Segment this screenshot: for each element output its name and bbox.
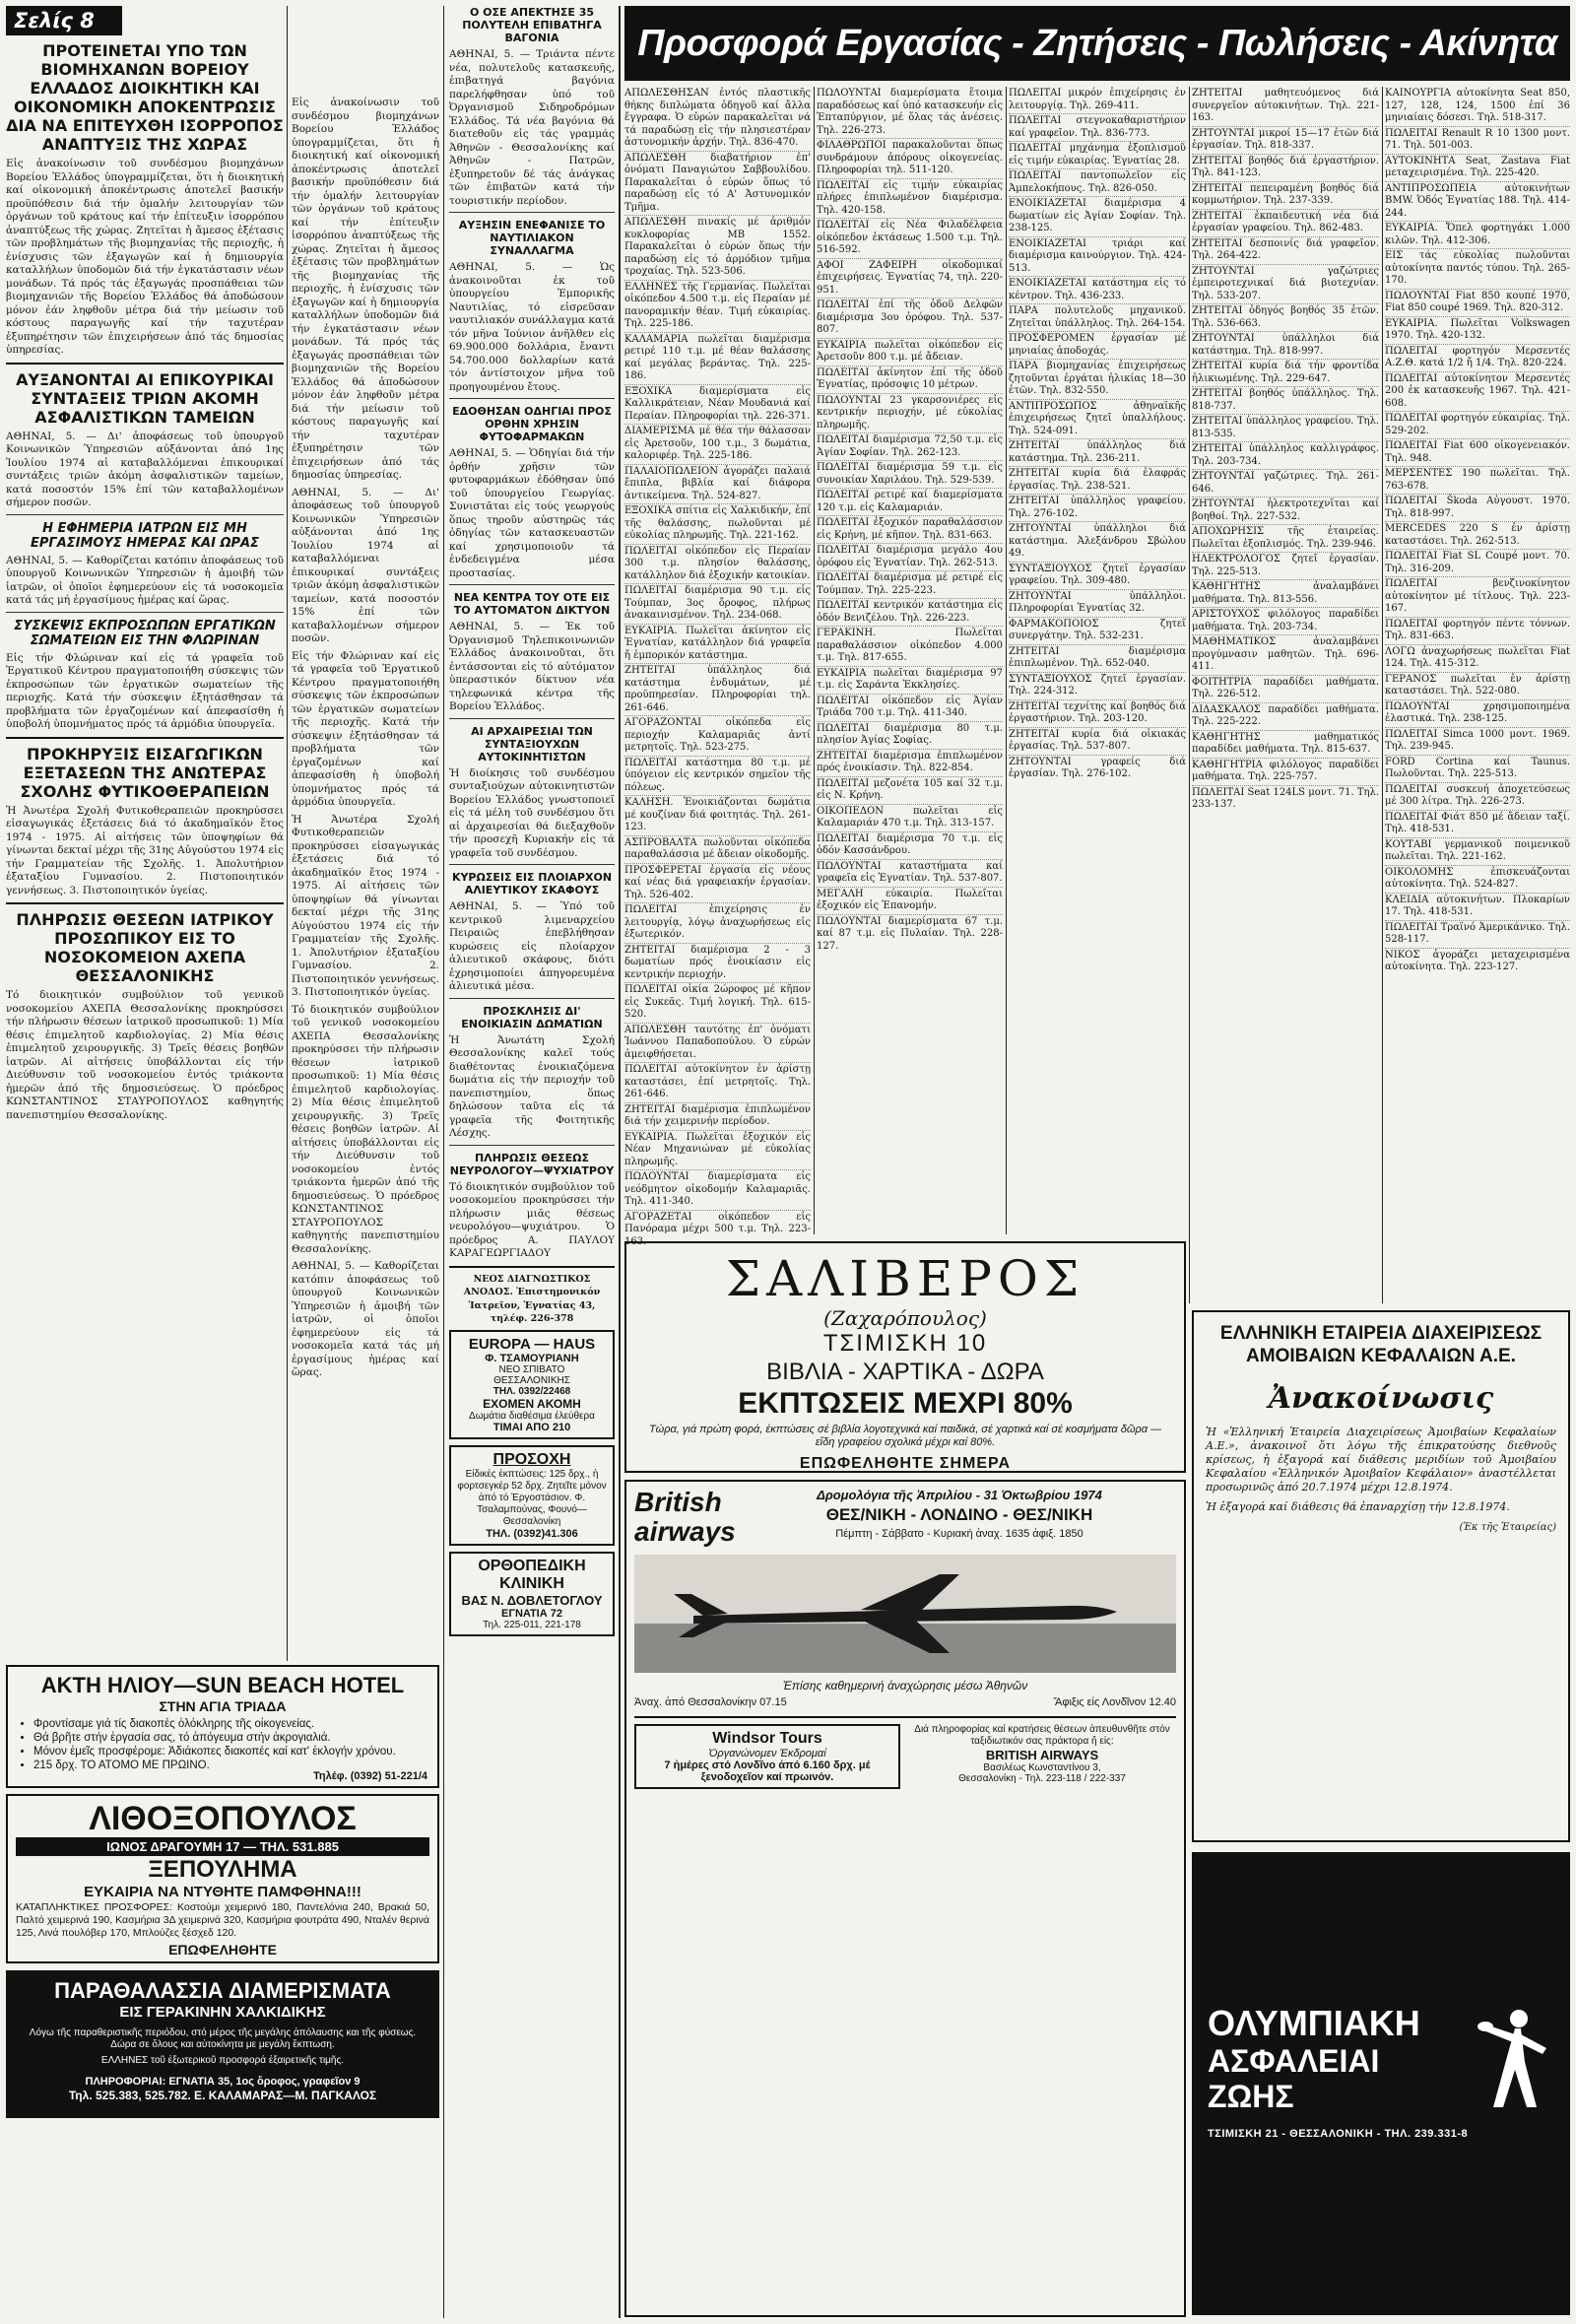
column-rule bbox=[1189, 87, 1190, 1303]
lithoxopoulos-subtagline: ΕΥΚΑΙΡΙΑ ΝΑ ΝΤΥΘΗΤΕ ΠΑΜΦΘΗΝΑ!!! bbox=[84, 1884, 361, 1900]
divider bbox=[449, 864, 615, 865]
clinic-notice: ΝΕΟΣ ΔΙΑΓΝΩΣΤΙΚΟΣ ΑΝΟΔΟΣ. Ἐπιστημονικόν Ἰατρεῖον, Ἐγνατίας 43, τηλέφ. 226-378 bbox=[463, 1273, 601, 1324]
paralia-text-2: ΕΛΛΗΝΕΣ τοῦ ἐξωτερικοῦ προσφορά ἐξαιρετικῆς τιμῆς. bbox=[100, 2055, 345, 2066]
europa-price: ΤΙΜΑΙ ΑΠΟ 210 bbox=[492, 1421, 571, 1433]
classified-ad: ΑΡΙΣΤΟΥΧΟΣ φιλόλογος παραδίδει μαθήματα. Τηλ. 203-734. bbox=[1192, 608, 1379, 635]
ba-arrival: Ἄφιξις εἰς Λονδῖνον 12.40 bbox=[1053, 1696, 1176, 1708]
column-2 bbox=[292, 6, 439, 1661]
article-body: Ἡ Ἀνωτάτη Σχολή Θεσσαλονίκης καλεῖ τούς διαθέτοντας ἐνοικιαζόμενα δωμάτια εἰς τήν περιοχήν τοῦ πανεπιστημίου, ὅπως δηλώσουν ταῦτα εἰς τά γραφεῖα τῆς Φοιτητικῆς Λέσχης. bbox=[449, 1033, 615, 1139]
classifieds-col-e bbox=[1385, 87, 1570, 1303]
classified-ad: ΕΥΚΑΙΡΙΑ πωλεῖται οἰκόπεδον εἰς Ἀρετσοῦν 800 τ.μ. μέ ἄδειαν. bbox=[817, 339, 1003, 366]
classified-ad: ΖΗΤΕΙΤΑΙ πεπειραμένη βοηθός διά κομμωτήριον. Τηλ. 237-339. bbox=[1192, 182, 1379, 210]
prosochi-ad bbox=[449, 1445, 615, 1546]
classified-ad: ΕΥΚΑΙΡΙΑ. Πωλεῖται ἐξοχικόν εἰς Νέαν Μηχανιώναν μέ εὐκολίας πληρωμῆς. bbox=[624, 1131, 811, 1171]
lithoxopoulos-tagline: ΞΕΠΟΥΛΗΜΑ bbox=[148, 1856, 297, 1883]
classified-ad: ΖΗΤΕΙΤΑΙ ὑπάλληλος διά κατάστημα. Τηλ. 236-211. bbox=[1009, 439, 1186, 467]
article-body: Τό διοικητικόν συμβούλιον τοῦ γενικοῦ νοσοκομείου ΑΧΕΠΑ Θεσσαλονίκης προκηρύσσει τήν πλήρωσιν θέσεων ἰατρικοῦ προσωπικοῦ: 1) Μία θέσις ἐπιμελητοῦ καρδιολογίας. 2) Μία θέσις ἐπιμελητοῦ χειρουργικῆς. 3) Τρεῖς θέσεις βοηθῶν ἰατρῶν. Αἱ αἰτήσεις ὑποβάλλονται εἰς τήν Διεύθυνσιν τοῦ νοσοκομείου ἐντός τριάκοντα ἡμερῶν ἀπό τῆς δημοσιεύσεως. Ὁ πρόεδρος ΚΩΝΣΤΑΝΤΙΝΟΣ ΣΤΑΥΡΟΠΟΥΛΟΣ καθηγητής πανεπιστημίου Θεσσαλονίκης. bbox=[6, 989, 284, 1121]
olympiaki-address: ΤΣΙΜΙΣΚΗ 21 - ΘΕΣΣΑΛΟΝΙΚΗ - ΤΗΛ. 239.331-8 bbox=[1208, 2128, 1469, 2140]
ortho-title: ΟΡΘΟΠΕΔΙΚΗ ΚΛΙΝΙΚΗ bbox=[478, 1557, 586, 1592]
europa-line: ΝΕΟ ΣΠΙΒΑΤΟ bbox=[498, 1363, 565, 1375]
article-body: Εἰς τήν Φλώριναν καί εἰς τά γραφεῖα τοῦ Ἐργατικοῦ Κέντρου πραγματοποιήθη σύσκεψις τῶν ἐκπροσώπων τῶν ἐργατικῶν σωματείων τῆς περιοχῆς. Κατά τήν σύσκεψιν ἐξητάσθησαν τά προβλήματα τῶν ἐργαζομένων καί ἀπεφασίσθη ἡ ὑποβολή ὑπομνήματος πρός τά ἁρμόδια ὑπουργεῖα. bbox=[292, 649, 439, 808]
saliveros-footer: ΕΠΩΦΕΛΗΘΗΤΕ ΣΗΜΕΡΑ bbox=[799, 1455, 1012, 1472]
eteria-text: Ἡ «Ἑλληνική Ἑταιρεία Διαχειρίσεως Ἀμοιβαίων Κεφαλαίων Α.Ε.», ἀνακοινοῖ ὅτι λόγω τῆς ἐπικρατούσης διεθνοῦς κρίσεως, ἡ ἐξαγορά καί διάθεσις μεριδίων τοῦ Ἀμοιβαίου Κεφαλαίου «Ἑλληνικόν Ἀμοιβαῖον Κεφάλαιον» ἀναστέλλεται προσωρινῶς ἀπό 20.7.1974 μέχρι 12.8.1974. bbox=[1206, 1426, 1556, 1494]
classified-ad: ΚΛΕΙΔΙΑ αὐτοκινήτων. Πλοκαρίων 17. Τηλ. 418-531. bbox=[1385, 894, 1570, 921]
article-headline: Ο ΟΣΕ ΑΠΕΚΤΗΣΕ 35 ΠΟΛΥΤΕΛΗ ΕΠΙΒΑΤΗΓΑ ΒΑΓΟΝΙΑ bbox=[462, 6, 602, 44]
classified-ad: ΖΗΤΟΥΝΤΑΙ ὑπάλληλοι διά κατάστημα. Ἀλεξάνδρου Σβώλου 49. bbox=[1009, 522, 1186, 563]
article-headline: ΠΛΗΡΩΣΙΣ ΘΕΣΕΩΣ ΝΕΥΡΟΛΟΓΟΥ—ΨΥΧΙΑΤΡΟΥ bbox=[449, 1151, 615, 1177]
divider bbox=[449, 212, 615, 213]
ba-schedule-block bbox=[743, 1488, 1176, 1540]
classified-ad: ΚΑΘΗΓΗΤΗΣ ἀναλαμβάνει μαθήματα. Τηλ. 813-556. bbox=[1192, 580, 1379, 608]
classified-ad: ΚΑΘΗΓΗΤΗΣ μαθηματικός παραδίδει μαθήματα. Τηλ. 815-637. bbox=[1192, 731, 1379, 759]
article-body: ΑΘΗΝΑΙ, 5. — Καθορίζεται κατόπιν ἀποφάσεως τοῦ ὑπουργοῦ Κοινωνικῶν Ὑπηρεσιῶν ἡ ἀμοιβή τῶν ἰατρῶν, οἱ ὁποῖοι ἐφημερεύουν εἰς τά νοσοκομεῖα κατά τάς μή ἐργασίμους ἡμέρας καί ὥρας. bbox=[6, 554, 284, 606]
article-body: Εἰς ἀνακοίνωσιν τοῦ συνδέσμου βιομηχάνων Βορείου Ἑλλάδος ὑπογραμμίζεται, ὅτι ἡ διοικητική καί οἰκονομική ἀποκέντρωσις ἀποτελεῖ βασικήν προϋπόθεσιν διά τήν ὁμαλήν λειτουργίαν τῶν ὀργάνων τοῦ κράτους καί τήν ἐπίτευξιν ἰσορρόπου ἀναπτύξεως τῆς χώρας. Ζητεῖται ἡ ἄμεσος ἐξέτασις τῶν προβλημάτων τῆς βιομηχανίας τῆς περιοχῆς, ἡ ἐνίσχυσις τῶν ἐξαγωγῶν καί ἡ δημιουργία καταλλήλων ὑποδομῶν διά τήν ἐγκατάστασιν νέων μονάδων. Τά πρός τάς ἐξαγωγάς προσπάθειαι τῶν βιομηχανιῶν τῆς Βορείου Ἑλλάδος θά ἀποδώσουν μόνον ἐάν ληφθοῦν μέτρα διά τήν μείωσιν τοῦ κόστους παραγωγῆς καί τήν ταχυτέραν ἐξυπηρέτησιν τῶν ἐπιχειρήσεων ἀπό τάς δημοσίας ὑπηρεσίας. bbox=[292, 97, 439, 481]
classified-ad: ΠΩΛΕΙΤΑΙ αὐτοκίνητον ἐν ἀρίστῃ καταστάσει, ἐπί μετρητοῖς. Τηλ. 261-646. bbox=[624, 1063, 811, 1103]
article-body: ΑΘΗΝΑΙ, 5. — Ὁδηγίαι διά τήν ὀρθήν χρῆσιν τῶν φυτοφαρμάκων ἐδόθησαν ὑπό τοῦ ὑπουργείου Γεωργίας. Συνιστᾶται εἰς τούς γεωργούς ὅπως τηροῦν αὐστηρῶς τάς ὁδηγίας τῶν κατασκευαστῶν καί χρησιμοποιοῦν τά ἐνδεδειγμένα μέσα προστασίας. bbox=[449, 447, 615, 579]
windsor-subtitle: Ὀργανώνομεν Ἐκδρομαί bbox=[708, 1748, 826, 1760]
classified-ad: ΑΠΩΛΕΣΘΗ πινακίς μέ ἀριθμόν κυκλοφορίας ΜΒ 1552. Παρακαλεῖται ὁ εὑρών ὅπως τήν παραδώσῃ εἰς τό ἁρμόδιον τμῆμα τροχαίας. Τηλ. 523-506. bbox=[624, 216, 811, 281]
classified-ad: ΠΩΛΕΙΤΑΙ συσκευή ἀποχετεύσεως μέ 300 λίτρα. Τηλ. 226-273. bbox=[1385, 783, 1570, 811]
classified-ad: ΠΩΛΕΙΤΑΙ ἐπί τῆς ὁδοῦ Δελφῶν διαμέρισμα 3ου ὀρόφου. Τηλ. 537-807. bbox=[817, 299, 1003, 339]
classified-ad: ΖΗΤΕΙΤΑΙ βοηθός διά ἐργαστήριον. Τηλ. 841-123. bbox=[1192, 155, 1379, 182]
article-headline: ΕΔΟΘΗΣΑΝ ΟΔΗΓΙΑΙ ΠΡΟΣ ΟΡΘΗΝ ΧΡΗΣΙΝ ΦΥΤΟΦΑΡΜΑΚΩΝ bbox=[452, 405, 612, 443]
lithoxopoulos-offers: ΚΑΤΑΠΛΗΚΤΙΚΕΣ ΠΡΟΣΦΟΡΕΣ: Κοστούμι χειμερινό 180, Παντελόνια 240, Βρακιά 50, Παλτό χειμερινά 190, Κασμήρια 3Δ χειμερινά 320, Κασμήρια φουτράτα 490, Νταλέν θερινά 125, Λινά πουλόβερ 170, Μπλούζες ξέσχεδ 120. bbox=[16, 1901, 429, 1939]
classified-ad: ΖΗΤΕΙΤΑΙ μαθητευόμενος διά συνεργεῖον αὐτοκινήτων. Τηλ. 221-163. bbox=[1192, 87, 1379, 127]
lithoxopoulos-address: ΙΩΝΟΣ ΔΡΑΓΟΥΜΗ 17 — ΤΗΛ. 531.885 bbox=[16, 1837, 429, 1856]
article-headline: ΠΡΟΣΚΛΗΣΙΣ ΔΙ' ΕΝΟΙΚΙΑΣΙΝ ΔΩΜΑΤΙΩΝ bbox=[461, 1004, 603, 1030]
classified-ad: ΠΡΟΣΦΕΡΟΜΕΝ ἐργασίαν μέ μηνιαίας ἀποδοχάς. bbox=[1009, 332, 1186, 360]
saliveros-address: ΤΣΙΜΙΣΚΗ 10 bbox=[822, 1330, 988, 1357]
classified-ad: ΔΙΔΑΣΚΑΛΟΣ παραδίδει μαθήματα. Τηλ. 225-222. bbox=[1192, 703, 1379, 731]
windsor-title: Windsor Tours bbox=[712, 1730, 822, 1747]
classified-ad: ΦΑΡΜΑΚΟΠΟΙΟΣ ζητεῖ συνεργάτην. Τηλ. 532-231. bbox=[1009, 618, 1186, 645]
classified-ad: ΖΗΤΟΥΝΤΑΙ ἡλεκτροτεχνῖται καί βοηθοί. Τηλ. 227-532. bbox=[1192, 498, 1379, 525]
saliveros-ad bbox=[624, 1241, 1186, 1473]
classified-ad: ΑΠΩΛΕΣΘΗ διαβατήριον ἐπ' ὀνόματι Παναγιώτου Σαββουλίδου. Παρακαλεῖται ὁ εὑρών ὅπως τό παραδώσῃ εἰς τό Α' Ἀστυνομικόν Τμῆμα. bbox=[624, 152, 811, 217]
classified-ad: ΕΥΚΑΙΡΙΑ πωλεῖται διαμέρισμα 97 τ.μ. εἰς Σαράντα Ἐκκλησίες. bbox=[817, 667, 1003, 695]
column-rule bbox=[1006, 87, 1007, 1234]
classified-ad: ΑΠΩΛΕΣΘΗΣΑΝ ἐντός πλαστικῆς θήκης διπλώματα ὁδηγοῦ καί ἄλλα ἔγγραφα. Ὁ εὑρών παρακαλεῖται νά τά παραδώσῃ εἰς τήν πλησιεστέραν ἀστυνομικήν ἀρχήν. Τηλ. 836-470. bbox=[624, 87, 811, 152]
classified-ad: ΑΓΟΡΑΖΕΤΑΙ οἰκόπεδον εἰς Πανόραμα μέχρι 500 τ.μ. Τηλ. 223-163. bbox=[624, 1211, 811, 1247]
olympiaki-ad bbox=[1192, 1852, 1570, 2315]
classified-ad: ΗΛΕΚΤΡΟΛΟΓΟΣ ζητεῖ ἐργασίαν. Τηλ. 225-513. bbox=[1192, 553, 1379, 580]
article-body: Εἰς ἀνακοίνωσιν τοῦ συνδέσμου βιομηχάνων Βορείου Ἑλλάδος ὑπογραμμίζεται, ὅτι ἡ διοικητική καί οἰκονομική ἀποκέντρωσις ἀποτελεῖ βασικήν προϋπόθεσιν διά τήν ὁμαλήν λειτουργίαν τῶν ὀργάνων τοῦ κράτους καί τήν ἐπίτευξιν ἰσορρόπου ἀναπτύξεως τῆς χώρας. Ζητεῖται ἡ ἄμεσος ἐξέτασις τῶν προβλημάτων τῆς βιομηχανίας τῆς περιοχῆς, ἡ ἐνίσχυσις τῶν ἐξαγωγῶν καί ἡ δημιουργία καταλλήλων ὑποδομῶν διά τήν ἐγκατάστασιν νέων μονάδων. Τά πρός τάς ἐξαγωγάς προσπάθειαι τῶν βιομηχανιῶν τῆς Βορείου Ἑλλάδος θά ἀποδώσουν μόνον ἐάν ληφθοῦν μέτρα διά τήν μείωσιν τοῦ κόστους παραγωγῆς καί τήν ταχυτέραν ἐξυπηρέτησιν τῶν ἐπιχειρήσεων ἀπό τάς δημοσίας ὑπηρεσίας. bbox=[6, 158, 284, 356]
classified-ad: ΦΟΙΤΗΤΡΙΑ παραδίδει μαθήματα. Τηλ. 226-512. bbox=[1192, 676, 1379, 703]
classified-ad: ΠΩΛΕΙΤΑΙ διαμέρισμα μέ ρετιρέ εἰς Τούμπαν. Τηλ. 225-223. bbox=[817, 571, 1003, 599]
classified-ad: ΠΩΛΕΙΤΑΙ κεντρικόν κατάστημα εἰς ὁδόν Βενιζέλου. Τηλ. 226-223. bbox=[817, 599, 1003, 627]
ortho-address: ΕΓΝΑΤΙΑ 72 bbox=[501, 1607, 562, 1620]
hotel-ad-item: • Θά βρῆτε στήν ἐργασία σας, τό ἀπόγευμα στήν ἀκρογιαλιά. bbox=[33, 1731, 429, 1745]
classified-ad: ΠΩΛΟΥΝΤΑΙ διαμερίσματα ἕτοιμα παραδόσεως καί ὑπό κατασκευήν εἰς Ἐπταπύργιον, μέ ὅλας τάς ἀνέσεις. Τηλ. 226-273. bbox=[817, 87, 1003, 139]
classified-ad: ΑΥΤΟΚΙΝΗΤΑ Seat, Zastava Fiat μεταχειρισμένα. Τηλ. 225-420. bbox=[1385, 155, 1570, 182]
classified-ad: ΠΩΛΕΙΤΑΙ Simca 1000 μοντ. 1969. Τηλ. 239-945. bbox=[1385, 728, 1570, 756]
divider bbox=[449, 1145, 615, 1146]
classified-ad: ΚΑΘΗΓΗΤΡΙΑ φιλόλογος παραδίδει μαθήματα. Τηλ. 225-757. bbox=[1192, 759, 1379, 786]
classified-ad: ΖΗΤΟΥΝΤΑΙ μικροί 15—17 ἐτῶν διά ἐργασίαν. Τηλ. 818-337. bbox=[1192, 127, 1379, 155]
europa-line: ΕΧΟΜΕΝ ΑΚΟΜΗ bbox=[483, 1396, 581, 1411]
ba-headline: Δρομολόγια τῆς Ἀπριλίου - 31 Ὀκτωβρίου 1974 bbox=[817, 1488, 1102, 1502]
classified-ad: ΠΩΛΟΥΝΤΑΙ διαμερίσματα εἰς νεόδμητον οἰκοδομήν Καλαμαριᾶς. Τηλ. 411-340. bbox=[624, 1170, 811, 1211]
ba-footer bbox=[634, 1716, 1176, 1789]
classified-ad: FORD Cortina καί Taunus. Πωλοῦνται. Τηλ. 225-513. bbox=[1385, 756, 1570, 783]
ortho-phone: Τηλ. 225-011, 221-178 bbox=[483, 1619, 581, 1630]
classified-ad: ΠΩΛΕΙΤΑΙ μηχάνημα ἐξοπλισμοῦ εἰς τιμήν εὐκαιρίας. Ἐγνατίας 28. bbox=[1009, 142, 1186, 169]
classified-ad: ΠΑΛΑΙΟΠΩΛΕΙΟΝ ἀγοράζει παλαιά ἔπιπλα, βιβλία καί διάφορα ἀντικείμενα. Τηλ. 524-827. bbox=[624, 465, 811, 505]
classified-ad: ΟΙΚΟΛΟΜΗΣ ἐπισκευάζονται αὐτοκίνητα. Τηλ. 524-827. bbox=[1385, 866, 1570, 894]
article-body: ΑΘΗΝΑΙ, 5. — Καθορίζεται κατόπιν ἀποφάσεως τοῦ ὑπουργοῦ Κοινωνικῶν Ὑπηρεσιῶν ἡ ἀμοιβή τῶν ἰατρῶν, οἱ ὁποῖοι ἐφημερεύουν εἰς τά νοσοκομεῖα κατά τάς μή ἐργασίμους ἡμέρας καί ὥρας. bbox=[292, 1260, 439, 1378]
classified-ad: ΖΗΤΟΥΝΤΑΙ ὑπάλληλοι διά κατάστημα. Τηλ. 818-997. bbox=[1192, 332, 1379, 360]
classified-ad: ΜΑΘΗΜΑΤΙΚΟΣ ἀναλαμβάνει προγύμνασιν μαθητῶν. Τηλ. 696-411. bbox=[1192, 635, 1379, 676]
prosochi-text: Εἰδικές ἐκπτώσεις: 125 δρχ., ἡ φορτσεγκέρ 52 δρχ. Ζητεῖτε μόνον ἀπό τό Ἐργοστάσιον. Φ. Τσαλαμπούνας, Φουνό—Θεσσαλονίκη bbox=[457, 1468, 607, 1527]
orthopedic-clinic-ad bbox=[449, 1552, 615, 1636]
classified-ad: ΕΥΚΑΙΡΙΑ. Ὄπελ φορτηγάκι 1.000 κιλῶν. Τηλ. 412-306. bbox=[1385, 222, 1570, 249]
classified-ad: ΠΩΛΕΙΤΑΙ μικρόν ἐπιχείρησις ἐν λειτουργίᾳ. Τηλ. 269-411. bbox=[1009, 87, 1186, 114]
eteria-announcement bbox=[1192, 1310, 1570, 1842]
windsor-tours-ad bbox=[634, 1724, 900, 1789]
article-headline: Η ΕΦΗΜΕΡΙΑ ΙΑΤΡΩΝ ΕΙΣ ΜΗ ΕΡΓΑΣΙΜΟΥΣ ΗΜΕΡΑΣ ΚΑΙ ΩΡΑΣ bbox=[31, 520, 259, 551]
hotel-ad-title: ΑΚΤΗ ΗΛΙΟΥ—SUN BEACH HOTEL bbox=[40, 1673, 405, 1697]
classified-ad: ΖΗΤΕΙΤΑΙ τεχνίτης καί βοηθός διά ἐργαστήριον. Τηλ. 203-120. bbox=[1009, 700, 1186, 728]
classified-ad: ΠΩΛΕΙΤΑΙ μεζονέτα 105 καί 32 τ.μ. εἰς Ν. Κρήνη. bbox=[817, 777, 1003, 805]
classified-ad: ΖΗΤΕΙΤΑΙ ὑπάλληλος διά κατάστημα ἐνδυμάτων, μέ προϋπηρεσίαν. Πληροφορίαι τηλ. 261-646. bbox=[624, 664, 811, 716]
classified-ad: ΖΗΤΕΙΤΑΙ βοηθός ὑπάλληλος. Τηλ. 818-737. bbox=[1192, 387, 1379, 415]
classified-ad: ΠΩΛΕΙΤΑΙ βενζινοκίνητον αὐτοκίνητον μέ τίτλους. Τηλ. 223-167. bbox=[1385, 577, 1570, 618]
classified-ad: ΠΩΛΕΙΤΑΙ Renault R 10 1300 μοντ. 71. Τηλ. 501-003. bbox=[1385, 127, 1570, 155]
ba-header bbox=[634, 1488, 1176, 1547]
classified-ad: ΠΩΛΕΙΤΑΙ διαμέρισμα 72,50 τ.μ. εἰς Ἀγίαν Σοφίαν. Τηλ. 262-123. bbox=[817, 433, 1003, 461]
classified-ad: ΠΩΛΟΥΝΤΑΙ διαμερίσματα 67 τ.μ. καί 87 τ.μ. εἰς Πυλαίαν. Τηλ. 228-127. bbox=[817, 915, 1003, 952]
ba-daily: Ἐπίσης καθημερινή ἀναχώρησις μέσω Ἀθηνῶν bbox=[782, 1679, 1028, 1693]
paralia-contact: ΠΛΗΡΟΦΟΡΙΑΙ: ΕΓΝΑΤΙΑ 35, 1ος ὄροφος, γραφεῖον 9 bbox=[85, 2076, 361, 2088]
classified-ad: ΚΑΙΝΟΥΡΓΙΑ αὐτοκίνητα Seat 850, 127, 128, 124, 1500 ἐπί 36 μηνιαίαις δόσεσι. Τηλ. 518-317. bbox=[1385, 87, 1570, 127]
classified-ad: ΠΩΛΕΙΤΑΙ Škoda Αὐγουστ. 1970. Τηλ. 818-997. bbox=[1385, 495, 1570, 522]
column-rule bbox=[287, 6, 288, 1661]
article-body: Τό διοικητικόν συμβούλιον τοῦ νοσοκομείου προκηρύσσει τήν πλήρωσιν μιᾶς θέσεως νευρολόγου—ψυχιάτρου. Ὁ πρόεδρος Α. ΠΑΥΛΟΥ ΚΑΡΑΓΕΩΡΓΙΑΔΟΥ bbox=[449, 1180, 615, 1259]
ba-logo-line-1: British bbox=[634, 1487, 722, 1517]
article-headline: ΑΙ ΑΡΧΑΙΡΕΣΙΑΙ ΤΩΝ ΣΥΝΤΑΞΙΟΥΧΩΝ ΑΥΤΟΚΙΝΗΤΙΣΤΩΝ bbox=[471, 724, 593, 764]
eteria-title: ΕΛΛΗΝΙΚΗ ΕΤΑΙΡΕΙΑ ΔΙΑΧΕΙΡΙΣΕΩΣ bbox=[1219, 1323, 1543, 1344]
hotel-ad-list bbox=[16, 1717, 429, 1772]
classified-ad: ΛΟΓΩ ἀναχωρήσεως πωλεῖται Fiat 124. Τηλ. 415-312. bbox=[1385, 645, 1570, 673]
article-body: Ἡ Ἀνωτέρα Σχολή Φυτικοθεραπειῶν προκηρύσσει εἰσαγωγικάς ἐξετάσεις διά τό ἀκαδημαϊκόν ἔτος 1974 - 1975. Αἱ αἰτήσεις τῶν ὑποψηφίων θά γίνωνται δεκταί μέχρι τῆς 31ης Αὐγούστου 1974 εἰς τήν Γραμματείαν τῆς Σχολῆς. 1. Ἀπολυτήριον ἑξαταξίου Γυμνασίου. 2. Πιστοποιητικόν γεννήσεως. 3. Πιστοποιητικόν ὑγείας. bbox=[6, 804, 284, 896]
column-3 bbox=[449, 6, 615, 2318]
classified-ad: ΑΠΩΛΕΣΘΗ ταυτότης ἐπ' ὀνόματι Ἰωάννου Παπαδοπούλου. Ὁ εὑρών ἀμειφθήσεται. bbox=[624, 1024, 811, 1064]
lithoxopoulos-title: ΛΙΘΟΞΟΠΟΥΛΟΣ bbox=[89, 1800, 357, 1837]
classified-ad: ΠΩΛΕΙΤΑΙ Fiat SL Coupé μοντ. 70. Τηλ. 316-209. bbox=[1385, 550, 1570, 577]
classified-ad: ΚΟΥΤΑΒΙ γερμανικοῦ ποιμενικοῦ πωλεῖται. Τηλ. 221-162. bbox=[1385, 838, 1570, 866]
saliveros-text: Τώρα, γιά πρώτη φορά, ἐκπτώσεις σέ βιβλία λογοτεχνικά καί παιδικά, σέ χαρτικά καί σέ κοσμήματα δῶρα — εἴδη γραφείου σχολικά μέχρι καί 80%. bbox=[648, 1424, 1162, 1448]
saliveros-title: ΣΑΛΙΒΕΡΟΣ bbox=[725, 1250, 1085, 1307]
classified-ad: ΕΝΟΙΚΙΑΖΕΤΑΙ τριάρι καί διαμέρισμα καινούργιον. Τηλ. 424-513. bbox=[1009, 237, 1186, 278]
classified-ad: ΠΩΛΕΙΤΑΙ εἰς τιμήν εὐκαιρίας πλήρες ἐπιπλωμένον διαμέρισμα. Τηλ. 420-158. bbox=[817, 179, 1003, 220]
classifieds-col-c bbox=[1009, 87, 1186, 1234]
classified-ad: ΠΩΛΕΙΤΑΙ εἰς Νέα Φιλαδέλφεια οἰκόπεδον ἐκτάσεως 1.500 τ.μ. Τηλ. 516-592. bbox=[817, 219, 1003, 259]
classified-ad: ΦΙΛΑΘΡΩΠΟΙ παρακαλοῦνται ὅπως συνδράμουν ἀπόρους οἰκογενείας. Πληροφορίαι τηλ. 511-120. bbox=[817, 139, 1003, 179]
hotel-ad-item: • 215 δρχ. ΤΟ ΑΤΟΜΟ ΜΕ ΠΡΩΙΝΟ. bbox=[33, 1759, 429, 1772]
classified-ad: ΠΩΛΕΙΤΑΙ ρετιρέ καί διαμερίσματα 120 τ.μ. εἰς Καλαμαριάν. bbox=[817, 489, 1003, 516]
classified-ad: ΠΩΛΕΙΤΑΙ διαμέρισμα 59 τ.μ. εἰς συνοικίαν Χαριλάου. Τηλ. 529-539. bbox=[817, 461, 1003, 489]
classified-ad: ΖΗΤΕΙΤΑΙ διαμέρισμα ἐπιπλωμένον πρός ἐνοικίασιν. Τηλ. 822-854. bbox=[817, 750, 1003, 777]
hotel-ad-item: • Μόνον ἐμεῖς προσφέρομε: Ἀδιάκοπες διακοπές καί κατ' ἐκλογήν χρόνου. bbox=[33, 1745, 429, 1759]
classified-ad: ΠΩΛΕΙΤΑΙ ἀκίνητον ἐπί τῆς ὁδοῦ Ἐγνατίας, πρόσοψις 10 μέτρων. bbox=[817, 366, 1003, 394]
article-body: ΑΘΗΝΑΙ, 5. — Δι' ἀποφάσεως τοῦ ὑπουργοῦ Κοινωνικῶν Ὑπηρεσιῶν αὐξάνονται ἀπό 1ης Ἰουλίου 1974 αἱ καταβαλλόμεναι ἐπικουρικαί συντάξεις τριῶν ἀκόμη ἀσφαλιστικῶν ταμείων, κατά ποσοστόν 15% ἐπί τῶν καταβαλλομένων σήμερον ποσῶν. bbox=[6, 430, 284, 508]
windsor-offer: 7 ἡμέρες στό Λονδῖνο ἀπό 6.160 δρχ. μέ ξενοδοχεῖον καί πρωινόν. bbox=[664, 1760, 871, 1783]
eteria-heading: Ἀνακοίνωσις bbox=[1268, 1381, 1494, 1416]
classified-ad: ΠΑΡΑ πολυτελοῦς μηχανικοῦ. Ζητεῖται ὑπάλληλος. Τηλ. 264-154. bbox=[1009, 304, 1186, 332]
divider bbox=[6, 902, 284, 904]
article-headline: ΑΥΞΗΣΙΝ ΕΝΕΦΑΝΙΣΕ ΤΟ ΝΑΥΤΙΛΙΑΚΟΝ ΣΥΝΑΛΛΑΓΜΑ bbox=[458, 219, 606, 257]
classified-ad: ΠΩΛΕΙΤΑΙ Fiat 600 οἰκογενειακόν. Τηλ. 948. bbox=[1385, 439, 1570, 467]
classified-ad: ΜΕΡΣΕΝΤΕΣ 190 πωλεῖται. Τηλ. 763-678. bbox=[1385, 467, 1570, 495]
ba-departure: Ἀναχ. ἀπό Θεσσαλονίκην 07.15 bbox=[634, 1696, 787, 1708]
classified-ad: ΕΝΟΙΚΙΑΖΕΤΑΙ κατάστημα εἰς τό κέντρον. Τηλ. 436-233. bbox=[1009, 277, 1186, 304]
classified-ad: ΠΩΛΟΥΝΤΑΙ Fiat 850 κουπέ 1970, Fiat 850 coupé 1969. Τηλ. 820-312. bbox=[1385, 290, 1570, 317]
prosochi-title: ΠΡΟΣΟΧΗ bbox=[492, 1450, 571, 1468]
classified-ad: ΖΗΤΕΙΤΑΙ ὁδηγός βοηθός 35 ἐτῶν. Τηλ. 536-663. bbox=[1192, 304, 1379, 332]
europa-line: Φ. ΤΣΑΜΟΥΡΙΑΝΗ bbox=[485, 1352, 579, 1364]
hotel-ad-item: • Φροντίσαμε γιά τίς διακοπές ὁλόκληρης τῆς οἰκογενείας. bbox=[33, 1717, 429, 1731]
classified-ad: ΠΑΡΑ βιομηχανίας ἐπιχειρήσεως ζητοῦνται ἐργάται ἡλικίας 18—30 ἐτῶν. Τηλ. 832-550. bbox=[1009, 360, 1186, 400]
classified-ad: ΚΑΛΗΣΗ. Ἐνοικιάζονται δωμάτια μέ κουζίναν διά φοιτητάς. Τηλ. 261-123. bbox=[624, 796, 811, 836]
classified-ad: ΖΗΤΕΙΤΑΙ ὑπάλληλος γραφείου. Τηλ. 813-535. bbox=[1192, 415, 1379, 442]
saliveros-products: ΒΙΒΛΙΑ - ΧΑΡΤΙΚΑ - ΔΩΡΑ bbox=[766, 1359, 1044, 1385]
classified-ad: ΠΩΛΕΙΤΑΙ Φιάτ 850 μέ ἄδειαν ταξί. Τηλ. 418-531. bbox=[1385, 811, 1570, 838]
olympiaki-logo-row bbox=[1208, 2004, 1554, 2114]
classified-ad: ΠΩΛΕΙΤΑΙ οἰκία 2ώροφος μέ κῆπον εἰς Συκεᾶς. Τιμή λογική. Τηλ. 615-520. bbox=[624, 983, 811, 1024]
olympiaki-title-2: ΑΣΦΑΛΕΙΑΙ bbox=[1208, 2043, 1380, 2079]
article-body: Εἰς τήν Φλώριναν καί εἰς τά γραφεῖα τοῦ Ἐργατικοῦ Κέντρου πραγματοποιήθη σύσκεψις τῶν ἐκπροσώπων τῶν ἐργατικῶν σωματείων τῆς περιοχῆς. Κατά τήν σύσκεψιν ἐξητάσθησαν τά προβλήματα τῶν ἐργαζομένων καί ἀπεφασίσθη ἡ ὑποβολή ὑπομνήματος πρός τά ἁρμόδια ὑπουργεῖα. bbox=[6, 651, 284, 730]
ba-schedule: Πέμπτη - Σάββατο - Κυριακή ἀναχ. 1635 ἀφιξ. 1850 bbox=[835, 1528, 1084, 1540]
classified-ad: ΕΝΟΙΚΙΑΖΕΤΑΙ διαμέρισμα 4 δωματίων εἰς Ἀγίαν Σοφίαν. Τηλ. 238-125. bbox=[1009, 197, 1186, 237]
classified-ad: ΑΝΤΙΠΡΟΣΩΠΕΙΑ αὐτοκινήτων BMW. Ὁδός Ἐγνατίας 188. Τηλ. 414-244. bbox=[1385, 182, 1570, 223]
classified-ad: ΑΓΟΡΑΖΟΝΤΑΙ οἰκόπεδα εἰς περιοχήν Καλαμαριᾶς ἀντί μετρητοῖς. Τηλ. 523-275. bbox=[624, 716, 811, 757]
classified-ad: ΠΩΛΕΙΤΑΙ φορτηγόν πέντε τόννων. Τηλ. 831-663. bbox=[1385, 618, 1570, 645]
classified-ad: ΕΞΟΧΙΚΑ διαμερίσματα εἰς Καλλικράτειαν, Νέαν Μουδανιά καί Περαίαν. Πληροφορίαι τηλ. 226-371. bbox=[624, 385, 811, 426]
classified-ad: ΜΕΓΑΛΗ εὐκαιρία. Πωλεῖται ἐξοχικόν εἰς Ἐπανομήν. bbox=[817, 888, 1003, 915]
classified-ad: ΖΗΤΕΙΤΑΙ κυρία διά οἰκιακάς ἐργασίας. Τηλ. 537-807. bbox=[1009, 728, 1186, 756]
ba-contact bbox=[900, 1724, 1176, 1789]
discus-thrower-icon bbox=[1476, 2005, 1554, 2113]
classified-ad: ΖΗΤΕΙΤΑΙ διαμέρισμα 2 - 3 δωματίων πρός ἐνοικίασιν εἰς κεντρικήν περιοχήν. bbox=[624, 944, 811, 984]
article-headline: ΝΕΑ ΚΕΝΤΡΑ ΤΟΥ ΟΤΕ ΕΙΣ ΤΟ ΑΥΤΟΜΑΤΟΝ ΔΙΚΤΥΟΝ bbox=[453, 591, 611, 617]
classified-ad: ΖΗΤΟΥΝΤΑΙ γραφείς διά ἐργασίαν. Τηλ. 276-102. bbox=[1009, 756, 1186, 779]
ba-logo-line-2: airways bbox=[634, 1516, 736, 1547]
ba-logo bbox=[634, 1488, 743, 1547]
classified-ad: ΠΩΛΕΙΤΑΙ ἐπιχείρησις ἐν λειτουργίᾳ, λόγῳ ἀναχωρήσεως εἰς ἐξωτερικόν. bbox=[624, 903, 811, 944]
classified-ad: ΠΩΛΕΙΤΑΙ φορτηγόν Μερσεντές Α.Ζ.Θ. κατά 1/2 ἤ 1/4. Τηλ. 820-224. bbox=[1385, 345, 1570, 372]
classified-ad: ΠΩΛΕΙΤΑΙ οἰκόπεδον εἰς Ἀγίαν Τριάδα 700 τ.μ. Τηλ. 411-340. bbox=[817, 695, 1003, 722]
article-headline: ΑΥΞΑΝΟΝΤΑΙ ΑΙ ΕΠΙΚΟΥΡΙΚΑΙ ΣΥΝΤΑΞΕΙΣ ΤΡΙΩΝ ΑΚΟΜΗ ΑΣΦΑΛΙΣΤΙΚΩΝ ΤΑΜΕΙΩΝ bbox=[16, 369, 274, 427]
classified-ad: ΖΗΤΟΥΝΤΑΙ γαζώτριες. Τηλ. 261-646. bbox=[1192, 470, 1379, 498]
europa-line: Δωμάτια διαθέσιμα ἐλεύθερα bbox=[469, 1410, 595, 1422]
classifieds-col-a bbox=[624, 87, 811, 1247]
classified-ad: ΑΠΟΧΩΡΗΣΙΣ τῆς ἑταιρείας. Πωλεῖται ἐξοπλισμός. Τηλ. 239-946. bbox=[1192, 525, 1379, 553]
classified-ad: ΠΩΛΕΙΤΑΙ ἐξοχικόν παραθαλάσσιον εἰς Κρήνη, μέ κῆπον. Τηλ. 831-663. bbox=[817, 516, 1003, 544]
classified-ad: ΠΩΛΟΥΝΤΑΙ καταστήματα καί γραφεῖα εἰς Ἐγνατίαν. Τηλ. 537-807. bbox=[817, 860, 1003, 888]
europa-line: ΘΕΣΣΑΛΟΝΙΚΗΣ bbox=[493, 1374, 570, 1386]
classified-ad: ΖΗΤΟΥΝΤΑΙ γαζώτριες ἐμπειροτεχνικαί διά βιοτεχνίαν. Τηλ. 533-207. bbox=[1192, 265, 1379, 305]
lithoxopoulos-footer: ΕΠΩΦΕΛΗΘΗΤΕ bbox=[168, 1942, 277, 1958]
column-rule bbox=[1382, 87, 1383, 1303]
hotel-ad bbox=[6, 1665, 439, 1788]
article-body: ΑΘΗΝΑΙ, 5. — Ὡς ἀνακοινοῦται ἐκ τοῦ ὑπουργείου Ἐμπορικῆς Ναυτιλίας, τό εἰσρεῦσαν ναυτιλιακόν συνάλλαγμα κατά τόν μῆνα Ἰούνιον ἀνῆλθεν εἰς 69.900.000 δολλάρια, ἔναντι 54.700.000 δολλαρίων κατά τόν ἀντίστοιχον μῆνα τοῦ προηγουμένου ἔτους. bbox=[449, 261, 615, 393]
classifieds-banner-title: Προσφορά Εργασίας - Ζητήσεις - Πωλήσεις - Ακίνητα bbox=[637, 23, 1557, 64]
classified-ad: ΠΩΛΕΙΤΑΙ Τραϊνό Ἀμερικάνικο. Τηλ. 528-117. bbox=[1385, 921, 1570, 949]
article-headline: ΣΥΣΚΕΨΙΣ ΕΚΠΡΟΣΩΠΩΝ ΕΡΓΑΤΙΚΩΝ ΣΩΜΑΤΕΙΩΝ ΕΙΣ ΤΗΝ ΦΛΩΡΙΝΑΝ bbox=[14, 618, 276, 648]
classified-ad: ΠΩΛΟΥΝΤΑΙ 23 γκαρσονιέρες εἰς κεντρικήν περιοχήν, μέ εὐκολίας πληρωμῆς. bbox=[817, 394, 1003, 434]
paralia-ad bbox=[6, 1970, 439, 2118]
ortho-subtitle: ΒΑΣ Ν. ΔΟΒΛΕΤΟΓΛΟΥ bbox=[461, 1592, 603, 1608]
article-headline: ΠΛΗΡΩΣΙΣ ΘΕΣΕΩΝ ΙΑΤΡΙΚΟΥ ΠΡΟΣΩΠΙΚΟΥ ΕΙΣ ΤΟ ΝΟΣΟΚΟΜΕΙΟΝ ΑΧΕΠΑ ΘΕΣΣΑΛΟΝΙΚΗΣ bbox=[16, 910, 274, 985]
ba-times bbox=[634, 1696, 1176, 1708]
classified-ad: MERCEDES 220 S ἐν ἀρίστῃ καταστάσει. Τηλ. 262-513. bbox=[1385, 522, 1570, 550]
lithoxopoulos-ad bbox=[6, 1794, 439, 1963]
classified-ad: ΠΩΛΕΙΤΑΙ στεγνοκαθαριστήριον καί γραφεῖον. Τηλ. 836-773. bbox=[1009, 114, 1186, 142]
ba-route: ΘΕΣ/ΝΙΚΗ - ΛΟΝΔΙΝΟ - ΘΕΣ/ΝΙΚΗ bbox=[825, 1505, 1093, 1524]
classified-ad: ΖΗΤΕΙΤΑΙ κυρία διά ἐλαφράς ἐργασίας. Τηλ. 238-521. bbox=[1009, 467, 1186, 495]
divider bbox=[6, 363, 284, 365]
airplane-icon bbox=[634, 1555, 1176, 1673]
article-headline: ΠΡΟΚΗΡΥΞΙΣ ΕΙΣΑΓΩΓΙΚΩΝ ΕΞΕΤΑΣΕΩΝ ΤΗΣ ΑΝΩΤΕΡΑΣ ΣΧΟΛΗΣ ΦΥΤΙΚΟΘΕΡΑΠΕΙΩΝ bbox=[20, 744, 270, 801]
classified-ad: ΠΩΛΕΙΤΑΙ διαμέρισμα 80 τ.μ. πλησίον Ἀγίας Σοφίας. bbox=[817, 722, 1003, 750]
classified-ad: ΣΥΝΤΑΞΙΟΥΧΟΣ ζητεῖ ἐργασίαν. Τηλ. 224-312. bbox=[1009, 673, 1186, 700]
classified-ad: ΑΝΤΙΠΡΟΣΩΠΟΣ ἀθηναϊκῆς ἐπιχειρήσεως ζητεῖ ὑπαλλήλους. Τηλ. 524-091. bbox=[1009, 400, 1186, 440]
classified-ad: ΖΗΤΕΙΤΑΙ διαμέρισμα ἐπιπλωμένον διά τήν χειμερινήν περίοδον. bbox=[624, 1103, 811, 1131]
prosochi-phone: ΤΗΛ. (0392)41.306 bbox=[486, 1527, 578, 1540]
saliveros-discount: ΕΚΠΤΩΣΕΙΣ ΜΕΧΡΙ 80% bbox=[738, 1387, 1073, 1420]
divider bbox=[449, 718, 615, 719]
page-label: Σελίς 8 bbox=[6, 6, 122, 35]
classified-ad: ΕΥΚΑΙΡΙΑ. Πωλεῖται ἀκίνητον εἰς Ἐγνατίαν, κατάλληλον διά γραφεῖα ἤ ἐμπορικόν κατάστημα. bbox=[624, 625, 811, 665]
classified-ad: ΠΡΟΣΦΕΡΕΤΑΙ ἐργασία εἰς νέους καί νέας διά γραφειακήν ἐργασίαν. Τηλ. 526-402. bbox=[624, 864, 811, 904]
classified-ad: ΝΙΚΟΣ ἀγοράζει μεταχειρισμένα αὐτοκίνητα. Τηλ. 223-127. bbox=[1385, 949, 1570, 972]
classified-ad: ΕΙΣ τάς εὐκολίας πωλοῦνται αὐτοκίνητα παντός τύπου. Τηλ. 265-170. bbox=[1385, 249, 1570, 290]
europa-title: EUROPA — HAUS bbox=[468, 1335, 596, 1353]
british-airways-ad bbox=[624, 1480, 1186, 2317]
classified-ad: ΖΗΤΟΥΝΤΑΙ ὑπάλληλοι. Πληροφορίαι Ἐγνατίας 32. bbox=[1009, 590, 1186, 618]
classified-ad: ΠΩΛΕΙΤΑΙ κατάστημα 80 τ.μ. μέ ὑπόγειον εἰς κεντρικόν σημεῖον τῆς πόλεως. bbox=[624, 757, 811, 797]
classified-ad: ΕΞΟΧΙΚΑ σπίτια εἰς Χαλκιδικήν, ἐπί τῆς θαλάσσης, πωλοῦνται μέ εὐκολίας πληρωμῆς. Τηλ. 221-162. bbox=[624, 504, 811, 545]
article-headline: ΠΡΟΤΕΙΝΕΤΑΙ ΥΠΟ ΤΩΝ ΒΙΟΜΗΧΑΝΩΝ ΒΟΡΕΙΟΥ ΕΛΛΑΔΟΣ ΔΙΟΙΚΗΤΙΚΗ ΚΑΙ ΟΙΚΟΝΟΜΙΚΗ ΑΠΟΚΕΝΤΡΩΣΙΣ ΔΙΑ ΝΑ ΕΠΙΤΕΥΧΘΗ ΙΣΟΡΡΟΠΟΣ ΑΝΑΠΤΥΞΙΣ ΤΗΣ ΧΩΡΑΣ bbox=[6, 41, 284, 154]
paralia-title: ΠΑΡΑΘΑΛΑΣΣΙΑ ΔΙΑΜΕΡΙΣΜΑΤΑ bbox=[54, 1978, 391, 2003]
classified-ad: ΟΙΚΟΠΕΔΟΝ πωλεῖται εἰς Καλαμαριάν 470 τ.μ. Τηλ. 313-157. bbox=[817, 805, 1003, 832]
article-body: ΑΘΗΝΑΙ, 5. — Τριάντα πέντε νέα, πολυτελοῦς κατασκευῆς, ἐπιβατηγά βαγόνια παρελήφθησαν ὑπό τοῦ Ὀργανισμοῦ Σιδηροδρόμων Ἑλλάδος. Τά νέα βαγόνια θά διατεθοῦν εἰς τάς γραμμάς Ἀθηνῶν - Θεσσαλονίκης καί Ἀθηνῶν - Πατρῶν, ἐξυπηρετοῦν δέ τάς ἀνάγκας τῶν ἐπιβατῶν κατά τήν τουριστικήν περίοδον. bbox=[449, 48, 615, 207]
divider bbox=[6, 737, 284, 739]
classifieds-banner bbox=[624, 6, 1570, 81]
article-body: ΑΘΗΝΑΙ, 5. — Δι' ἀποφάσεως τοῦ ὑπουργοῦ Κοινωνικῶν Ὑπηρεσιῶν αὐξάνονται ἀπό 1ης Ἰουλίου 1974 αἱ καταβαλλόμεναι ἐπικουρικαί συντάξεις τριῶν ἀκόμη ἀσφαλιστικῶν ταμείων, κατά ποσοστόν 15% ἐπί τῶν καταβαλλομένων σήμερον ποσῶν. bbox=[292, 486, 439, 644]
article-body: ΑΘΗΝΑΙ, 5. — Ἐκ τοῦ Ὀργανισμοῦ Τηλεπικοινωνιῶν Ἑλλάδος ἀνακοινοῦται, ὅτι ἐντάσσονται εἰς τό αὐτόματον ὑπεραστικόν δίκτυον νέα τηλεφωνικά κέντρα τῆς Βορείου Ἑλλάδος. bbox=[449, 621, 615, 712]
classified-ad: ΖΗΤΕΙΤΑΙ διαμέρισμα ἐπιπλωμένον. Τηλ. 652-040. bbox=[1009, 645, 1186, 673]
hotel-ad-subtitle: ΣΤΗΝ ΑΓΙΑ ΤΡΙΑΔΑ bbox=[159, 1698, 287, 1714]
classified-ad: ΠΩΛΕΙΤΑΙ αὐτοκίνητον Μερσεντές 200 ἐκ κατασκευῆς 1967. Τηλ. 421-608. bbox=[1385, 372, 1570, 413]
article-headline: ΚΥΡΩΣΕΙΣ ΕΙΣ ΠΛΟΙΑΡΧΟΝ ΑΛΙΕΥΤΙΚΟΥ ΣΚΑΦΟΥΣ bbox=[451, 871, 613, 896]
olympiaki-title: ΟΛΥΜΠΙΑΚΗ bbox=[1208, 2003, 1420, 2043]
olympiaki-name bbox=[1208, 2004, 1476, 2114]
classified-ad: ΚΑΛΑΜΑΡΙΑ πωλεῖται διαμέρισμα ρετιρέ 110 τ.μ. μέ θέαν θαλάσσης καί μεγάλας βεράντας. Τηλ. 225-186. bbox=[624, 333, 811, 385]
classified-ad: ΠΩΛΕΙΤΑΙ διαμέρισμα μεγάλο 4ου ὀρόφου εἰς Ἐγνατίαν. Τηλ. 262-513. bbox=[817, 544, 1003, 571]
classified-ad: ΠΩΛΕΙΤΑΙ οἰκόπεδον εἰς Περαίαν 300 τ.μ. πλησίον θαλάσσης, κατάλληλον διά ἐξοχικήν κατοικίαν. bbox=[624, 545, 811, 585]
airplane-illustration bbox=[634, 1555, 1176, 1673]
europa-phone: ΤΗΛ. 0392/22468 bbox=[492, 1385, 571, 1397]
classifieds-col-b bbox=[817, 87, 1003, 1234]
divider bbox=[449, 398, 615, 399]
paralia-text: Λόγω τῆς παραθεριστικῆς περιόδου, στό μέρος τῆς μεγάλης ἀπόλαυσης και τῆς φύσεως. Δώρα σε ὅλους και αὐτοκίνητα με μεγάλη ἔκπτωση. bbox=[29, 2027, 417, 2050]
eteria-signature: (Ἐκ τῆς Ἑταιρείας) bbox=[1459, 1522, 1556, 1533]
divider bbox=[6, 514, 284, 515]
classified-ad: ΖΗΤΕΙΤΑΙ ὑπάλληλος γραφείου. Τηλ. 276-102. bbox=[1009, 495, 1186, 522]
olympiaki-title-3: ΖΩΗΣ bbox=[1208, 2079, 1294, 2114]
eteria-title-2: ΑΜΟΙΒΑΙΩΝ ΚΕΦΑΛΑΙΩΝ Α.Ε. bbox=[1246, 1346, 1516, 1366]
classified-ad: ΠΩΛΕΙΤΑΙ φορτηγόν εὐκαιρίας. Τηλ. 529-202. bbox=[1385, 412, 1570, 439]
ba-address: Βασιλέως Κωνσταντίνου 3, bbox=[983, 1762, 1101, 1773]
classified-ad: ΔΙΑΜΕΡΙΣΜΑ μέ θέα τήν θάλασσαν εἰς Ἀρετσοῦν, 100 τ.μ., 3 δωμάτια, καλοριφέρ. Τηλ. 225-186. bbox=[624, 425, 811, 465]
classified-ad: ΑΣΠΡΟΒΑΛΤΑ πωλοῦνται οἰκόπεδα παραθαλάσσια μέ ἄδειαν οἰκοδομῆς. bbox=[624, 836, 811, 864]
article-body: Ἡ Ἀνωτέρα Σχολή Φυτικοθεραπειῶν προκηρύσσει εἰσαγωγικάς ἐξετάσεις διά τό ἀκαδημαϊκόν ἔτος 1974 - 1975. Αἱ αἰτήσεις τῶν ὑποψηφίων θά γίνωνται δεκταί μέχρι τῆς 31ης Αὐγούστου 1974 εἰς τήν Γραμματείαν τῆς Σχολῆς. 1. Ἀπολυτήριον ἑξαταξίου Γυμνασίου. 2. Πιστοποιητικόν γεννήσεως. 3. Πιστοποιητικόν ὑγείας. bbox=[292, 813, 439, 998]
divider bbox=[449, 1266, 615, 1268]
article-body: ΑΘΗΝΑΙ, 5. — Ὑπό τοῦ κεντρικοῦ λιμεναρχείου Πειραιῶς ἐπεβλήθησαν κυρώσεις εἰς πλοίαρχον ἁλιευτικοῦ σκάφους, διότι ἐχρησιμοποίει ἀπηγορευμένα ἁλιευτικά μέσα. bbox=[449, 900, 615, 992]
classified-ad: ΖΗΤΕΙΤΑΙ δεσποινίς διά γραφεῖον. Τηλ. 264-422. bbox=[1192, 237, 1379, 265]
classified-ad: ΕΛΛΗΝΕΣ τῆς Γερμανίας. Πωλεῖται οἰκόπεδον 4.500 τ.μ. εἰς Περαίαν μέ πανοραμικήν θέαν. Τιμή εὐκαιρίας. Τηλ. 225-186. bbox=[624, 281, 811, 333]
divider bbox=[6, 612, 284, 613]
divider bbox=[449, 584, 615, 585]
classified-ad: ΖΗΤΕΙΤΑΙ ἐκπαιδευτική νέα διά ἐργασίαν γραφείου. Τηλ. 862-483. bbox=[1192, 210, 1379, 237]
classified-ad: ΕΥΚΑΙΡΙΑ. Πωλεῖται Volkswagen 1970. Τηλ. 420-132. bbox=[1385, 317, 1570, 345]
divider bbox=[449, 998, 615, 999]
classified-ad: ΣΥΝΤΑΞΙΟΥΧΟΣ ζητεῖ ἐργασίαν γραφείου. Τηλ. 309-480. bbox=[1009, 563, 1186, 590]
classified-ad: ΓΕΡΑΝΟΣ πωλεῖται ἐν ἀρίστῃ καταστάσει. Τηλ. 522-080. bbox=[1385, 673, 1570, 700]
ba-company: BRITISH AIRWAYS bbox=[985, 1748, 1099, 1762]
article-body: Τό διοικητικόν συμβούλιον τοῦ γενικοῦ νοσοκομείου ΑΧΕΠΑ Θεσσαλονίκης προκηρύσσει τήν πλήρωσιν θέσεων ἰατρικοῦ προσωπικοῦ: 1) Μία θέσις ἐπιμελητοῦ καρδιολογίας. 2) Μία θέσις ἐπιμελητοῦ χειρουργικῆς. 3) Τρεῖς θέσεις βοηθῶν ἰατρῶν. Αἱ αἰτήσεις ὑποβάλλονται εἰς τήν Διεύθυνσιν τοῦ νοσοκομείου ἐντός τριάκοντα ἡμερῶν ἀπό τῆς δημοσιεύσεως. Ὁ πρόεδρος ΚΩΝΣΤΑΝΤΙΝΟΣ ΣΤΑΥΡΟΠΟΥΛΟΣ καθηγητής πανεπιστημίου Θεσσαλονίκης. bbox=[292, 1003, 439, 1255]
classified-ad: ΓΕΡΑΚΙΝΗ. Πωλεῖται παραθαλάσσιον οἰκόπεδον 4.000 τ.μ. Τηλ. 817-655. bbox=[817, 627, 1003, 667]
hotel-ad-phone: Τηλέφ. (0392) 51-221/4 bbox=[313, 1770, 427, 1782]
classified-ad: ΑΦΟΙ ΖΑΦΕΙΡΗ οἰκοδομικαί ἐπιχειρήσεις. Ἐγνατίας 74, τηλ. 220-951. bbox=[817, 259, 1003, 299]
paralia-subtitle: ΕΙΣ ΓΕΡΑΚΙΝΗΝ ΧΑΛΚΙΔΙΚΗΣ bbox=[119, 2004, 326, 2021]
classified-ad: ΠΩΛΟΥΝΤΑΙ χρησιμοποιημένα ἐλαστικά. Τηλ. 238-125. bbox=[1385, 700, 1570, 728]
column-rule bbox=[443, 6, 444, 2318]
article-body: Ἡ διοίκησις τοῦ συνδέσμου συνταξιούχων αὐτοκινητιστῶν Βορείου Ἑλλάδος γνωστοποιεῖ εἰς τά μέλη τοῦ συνδέσμου ὅτι αἱ ἀρχαιρεσίαι θά διεξαχθοῦν τήν προσεχῆ Κυριακήν εἰς τά γραφεῖα τοῦ συνδέσμου. bbox=[449, 766, 615, 859]
column-rule bbox=[814, 87, 815, 1234]
column-rule bbox=[619, 6, 621, 2318]
classifieds-col-d bbox=[1192, 87, 1379, 1303]
classified-ad: ΠΩΛΕΙΤΑΙ διαμέρισμα 90 τ.μ. εἰς Τούμπαν, 3ος ὄροφος, πλήρως ἀνακαινισμένον. Τηλ. 234-068. bbox=[624, 584, 811, 625]
classified-ad: ΖΗΤΕΙΤΑΙ ὑπάλληλος καλλιγράφος. Τηλ. 203-734. bbox=[1192, 442, 1379, 470]
classified-ad: ΠΩΛΕΙΤΑΙ διαμέρισμα 70 τ.μ. εἰς ὁδόν Κασσάνδρου. bbox=[817, 832, 1003, 860]
ba-info: Διά πληροφορίας καί κρατήσεις θέσεων ἀπευθυνθῆτε στόν ταξιδιωτικόν σας πράκτορα ἤ εἰς: bbox=[914, 1724, 1170, 1747]
classified-ad: ΠΩΛΕΙΤΑΙ Seat 124LS μοντ. 71. Τηλ. 233-137. bbox=[1192, 786, 1379, 810]
eteria-text-2: Ἡ ἐξαγορά καί διάθεσις θά ἐπαναρχίσῃ τήν 12.8.1974. bbox=[1206, 1500, 1510, 1513]
classified-ad: ΖΗΤΕΙΤΑΙ κυρία διά τήν φροντίδα ἡλικιωμένης. Τηλ. 229-647. bbox=[1192, 360, 1379, 387]
classified-ad: ΠΩΛΕΙΤΑΙ παντοπωλεῖον εἰς Ἀμπελοκήπους. Τηλ. 826-050. bbox=[1009, 169, 1186, 197]
europa-haus-ad bbox=[449, 1330, 615, 1439]
ba-city: Θεσσαλονίκη - Τηλ. 223-118 / 222-337 bbox=[958, 1773, 1126, 1784]
saliveros-subtitle: (Ζαχαρόπουλος) bbox=[823, 1306, 987, 1330]
paralia-contact-2: Τηλ. 525.383, 525.782. Ε. ΚΑΛΑΜΑΡΑΣ—Μ. ΠΑΓΚΑΛΟΣ bbox=[68, 2089, 377, 2102]
